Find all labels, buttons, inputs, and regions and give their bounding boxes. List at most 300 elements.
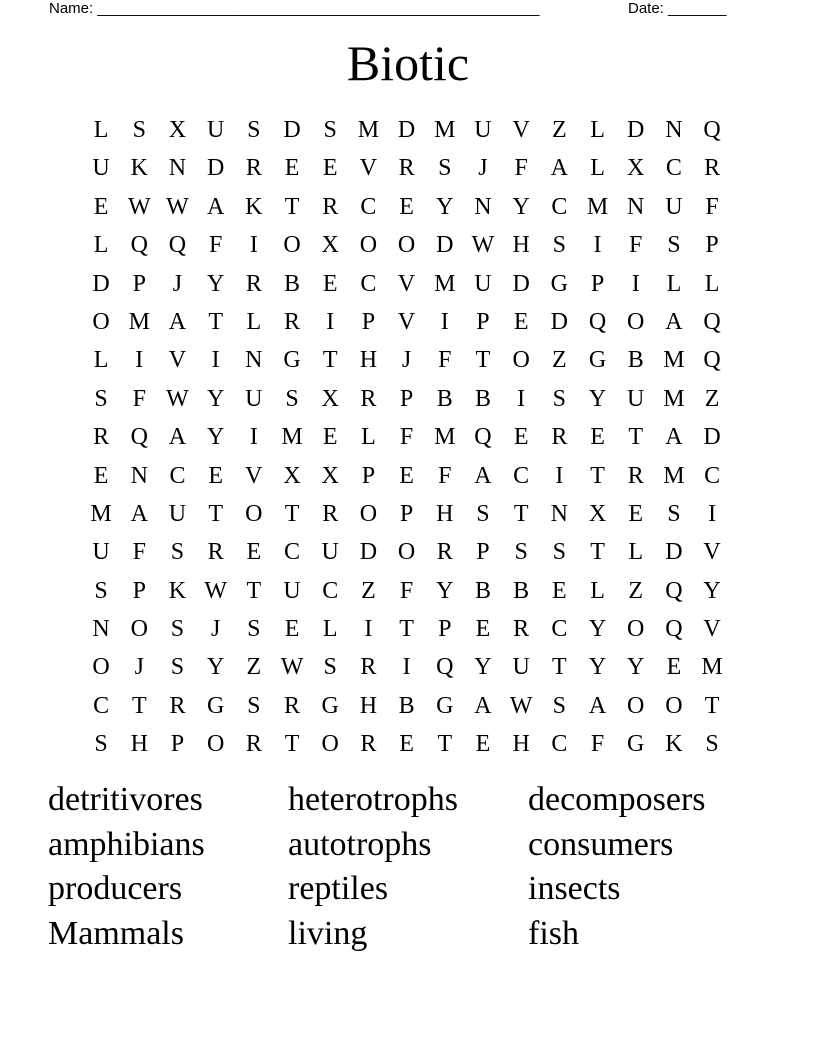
grid-letter: Y (206, 424, 225, 451)
grid-letter: W (166, 193, 189, 220)
grid-letter: I (364, 616, 373, 643)
grid-letter: G (550, 270, 569, 297)
grid-letter: L (322, 616, 338, 643)
grid-letter: O (627, 616, 645, 643)
grid-letter: S (285, 385, 299, 412)
grid-letter: T (704, 692, 720, 719)
grid-letter: M (434, 270, 456, 297)
grid-letter: C (551, 616, 568, 643)
grid-letter: I (440, 308, 449, 335)
grid-letter: Q (168, 232, 187, 259)
grid-letter: E (666, 654, 682, 681)
grid-letter: E (284, 155, 300, 182)
grid-letter: N (130, 462, 148, 489)
grid-letter: O (130, 616, 148, 643)
grid-letter: W (127, 193, 151, 220)
grid-letter: G (588, 347, 607, 374)
grid-letter: N (245, 347, 263, 374)
word-list-item: reptiles (288, 870, 389, 908)
grid-letter: C (513, 462, 530, 489)
grid-letter: W (204, 577, 227, 604)
grid-letter: O (283, 232, 301, 259)
grid-letter: J (210, 616, 221, 643)
grid-letter: Y (588, 385, 607, 412)
grid-letter: Z (552, 117, 567, 143)
word-list-item: fish (528, 915, 579, 953)
grid-letter: S (438, 155, 452, 182)
grid-row (82, 303, 731, 341)
grid-letter: M (663, 347, 685, 374)
grid-row (82, 648, 731, 686)
grid-letter: M (701, 654, 723, 681)
grid-letter: T (628, 424, 644, 451)
grid-letter: D (550, 308, 569, 335)
grid-letter: N (627, 193, 645, 220)
word-list-item: decomposers (528, 781, 706, 818)
grid-letter: C (93, 692, 110, 719)
grid-letter: I (326, 308, 335, 335)
grid-letter: E (513, 424, 529, 451)
grid-letter: N (665, 117, 683, 143)
grid-letter: P (476, 539, 490, 566)
grid-letter: S (132, 117, 146, 143)
grid-letter: S (552, 539, 567, 566)
grid-letter: S (94, 731, 108, 758)
grid-letter: F (514, 155, 528, 182)
grid-letter: S (476, 500, 490, 527)
grid-letter: R (704, 155, 721, 182)
grid-letter: W (471, 232, 495, 259)
grid-letter: R (398, 155, 415, 182)
grid-letter: O (397, 232, 416, 259)
grid-row (82, 457, 731, 495)
grid-letter: G (436, 692, 454, 719)
grid-letter: C (551, 731, 568, 758)
grid-letter: I (631, 270, 640, 297)
grid-letter: V (359, 155, 378, 182)
grid-letter: Q (665, 616, 683, 643)
grid-letter: G (627, 731, 645, 758)
grid-letter: E (399, 462, 414, 489)
grid-letter: P (361, 462, 376, 489)
grid-letter: T (208, 308, 223, 335)
grid-letter: T (284, 731, 300, 758)
grid-letter: R (169, 692, 186, 719)
word-list-item: amphibians (48, 825, 205, 863)
grid-letter: W (166, 385, 189, 412)
grid-letter: S (170, 539, 185, 566)
grid-letter: F (438, 462, 452, 489)
grid-letter: E (590, 424, 605, 451)
grid-letter: F (438, 347, 452, 374)
grid-letter: G (283, 347, 301, 374)
grid-letter: S (170, 616, 185, 643)
grid-letter: O (512, 347, 530, 374)
grid-letter: V (703, 539, 721, 566)
grid-letter: O (206, 731, 225, 758)
grid-letter: U (627, 385, 645, 412)
grid-row (82, 687, 731, 725)
grid-letter: C (551, 193, 568, 220)
grid-letter: I (402, 654, 411, 681)
grid-letter: S (667, 232, 681, 259)
grid-letter: U (206, 117, 225, 143)
grid-letter: E (93, 462, 109, 489)
grid-letter: D (665, 539, 683, 566)
grid-letter: Z (704, 385, 720, 412)
name-field-label: Name: _____________________________________________________ (49, 0, 540, 17)
grid-letter: U (92, 155, 110, 182)
grid-letter: U (474, 270, 492, 297)
grid-letter: L (590, 117, 605, 143)
grid-letter: U (168, 500, 187, 527)
grid-row (82, 572, 731, 610)
grid-letter: L (93, 117, 109, 143)
grid-letter: Y (703, 577, 721, 604)
grid-letter: F (399, 424, 414, 451)
grid-row (82, 341, 731, 379)
word-list (48, 778, 788, 957)
grid-letter: R (245, 155, 262, 182)
grid-letter: T (513, 500, 529, 527)
grid-row (82, 725, 731, 763)
grid-letter: M (281, 424, 303, 451)
grid-letter: H (436, 500, 454, 527)
grid-letter: Q (703, 117, 721, 143)
grid-letter: V (703, 616, 721, 643)
grid-letter: U (321, 539, 339, 566)
grid-letter: A (168, 308, 187, 335)
grid-letter: V (245, 462, 263, 489)
grid-letter: A (474, 462, 492, 489)
grid-letter: S (247, 616, 261, 643)
grid-letter: L (590, 155, 605, 182)
word-list-item: detritivores (48, 781, 203, 818)
grid-row (82, 188, 731, 226)
grid-letter: A (665, 424, 683, 451)
grid-letter: A (168, 424, 187, 451)
worksheet-header (0, 0, 816, 20)
grid-letter: M (663, 385, 685, 412)
grid-letter: E (93, 193, 109, 220)
grid-letter: M (90, 500, 112, 527)
grid-letter: T (208, 500, 223, 527)
grid-letter: G (206, 692, 225, 719)
grid-letter: I (593, 232, 602, 259)
grid-letter: Y (588, 616, 607, 643)
grid-letter: R (513, 616, 530, 643)
grid-letter: Z (628, 577, 644, 604)
grid-letter: C (360, 270, 377, 297)
grid-letter: P (438, 616, 452, 643)
grid-letter: R (322, 193, 339, 220)
grid-letter: L (590, 577, 605, 604)
grid-letter: T (552, 654, 567, 681)
grid-letter: J (172, 270, 183, 297)
grid-letter: T (590, 539, 605, 566)
grid-letter: J (478, 155, 488, 182)
grid-letter: J (401, 347, 412, 374)
grid-letter: Q (474, 424, 492, 451)
grid-letter: Q (588, 308, 607, 335)
grid-letter: R (207, 539, 224, 566)
grid-letter: T (246, 577, 262, 604)
grid-letter: R (284, 692, 301, 719)
grid-letter: P (132, 270, 146, 297)
grid-letter: A (206, 193, 225, 220)
grid-letter: O (397, 539, 416, 566)
grid-letter: E (475, 731, 491, 758)
grid-letter: E (322, 424, 338, 451)
grid-letter: D (92, 270, 110, 297)
grid-letter: F (705, 193, 719, 220)
grid-letter: M (663, 462, 685, 489)
grid-letter: Y (206, 385, 225, 412)
grid-letter: M (586, 193, 609, 220)
grid-letter: S (323, 654, 337, 681)
grid-letter: O (665, 692, 683, 719)
grid-letter: Y (206, 654, 225, 681)
grid-letter: O (92, 654, 110, 681)
grid-letter: K (665, 731, 683, 758)
grid-letter: O (92, 308, 110, 335)
grid-letter: L (361, 424, 376, 451)
grid-letter: X (588, 500, 607, 527)
grid-letter: F (132, 539, 146, 566)
grid-letter: I (249, 232, 258, 259)
grid-letter: F (629, 232, 643, 259)
grid-letter: C (322, 577, 339, 604)
grid-letter: V (168, 347, 187, 374)
grid-letter: E (208, 462, 223, 489)
grid-letter: M (434, 117, 456, 143)
grid-letter: R (551, 424, 568, 451)
grid-letter: P (170, 731, 185, 758)
grid-letter: B (436, 385, 453, 412)
grid-letter: Q (436, 654, 454, 681)
grid-letter: S (667, 500, 681, 527)
grid-letter: A (130, 500, 148, 527)
grid-letter: D (512, 270, 530, 297)
grid-letter: Q (665, 577, 683, 604)
grid-letter: S (552, 232, 567, 259)
grid-letter: T (284, 193, 300, 220)
grid-letter: D (206, 155, 225, 182)
grid-letter: E (246, 539, 262, 566)
grid-letter: V (397, 308, 416, 335)
grid-letter: U (283, 577, 301, 604)
grid-letter: R (322, 500, 339, 527)
grid-letter: N (550, 500, 569, 527)
grid-row (82, 380, 731, 418)
grid-letter: I (517, 385, 526, 412)
grid-letter: E (513, 308, 529, 335)
grid-row (82, 418, 731, 456)
grid-letter: O (359, 232, 378, 259)
word-list-item: insects (528, 870, 621, 908)
grid-letter: P (590, 270, 605, 297)
grid-letter: C (665, 155, 682, 182)
grid-letter: P (399, 500, 414, 527)
grid-letter: X (321, 462, 339, 489)
grid-letter: I (249, 424, 258, 451)
grid-letter: E (475, 616, 491, 643)
word-list-item: heterotrophs (288, 781, 458, 818)
grid-letter: T (131, 692, 147, 719)
grid-letter: X (321, 232, 339, 259)
grid-letter: Z (246, 654, 262, 681)
word-list-item: Mammals (48, 915, 184, 953)
page-title: Biotic (346, 35, 470, 91)
grid-letter: A (665, 308, 683, 335)
grid-letter: U (512, 654, 530, 681)
grid-letter: M (128, 308, 150, 335)
grid-letter: E (552, 577, 567, 604)
grid-letter: S (94, 385, 108, 412)
grid-letter: G (321, 692, 339, 719)
word-list-item: living (288, 915, 368, 953)
grid-letter: B (627, 347, 644, 374)
grid-letter: C (360, 193, 377, 220)
grid-row (82, 265, 731, 303)
grid-letter: F (208, 232, 223, 259)
grid-letter: N (92, 616, 110, 643)
grid-letter: R (284, 308, 301, 335)
grid-row (82, 610, 731, 648)
grid-letter: W (280, 654, 304, 681)
grid-letter: Y (627, 654, 645, 681)
grid-letter: C (284, 539, 301, 566)
grid-letter: O (627, 692, 645, 719)
grid-letter: E (322, 270, 338, 297)
grid-letter: F (132, 385, 146, 412)
grid-letter: Y (206, 270, 225, 297)
grid-letter: A (588, 692, 607, 719)
word-list-item: autotrophs (288, 825, 432, 863)
grid-letter: K (130, 155, 148, 182)
grid-letter: S (170, 654, 185, 681)
grid-letter: Y (436, 577, 454, 604)
grid-letter: T (284, 500, 300, 527)
grid-letter: S (247, 117, 261, 143)
grid-letter: P (705, 232, 719, 259)
grid-letter: Y (588, 654, 607, 681)
grid-letter: U (92, 539, 110, 566)
grid-letter: S (552, 385, 567, 412)
grid-letter: V (397, 270, 416, 297)
grid-letter: Q (130, 232, 148, 259)
grid-letter: P (361, 308, 376, 335)
grid-letter: I (211, 347, 220, 374)
grid-letter: Q (703, 347, 721, 374)
grid-letter: H (130, 731, 148, 758)
grid-letter: C (704, 462, 721, 489)
word-list-item: consumers (528, 825, 674, 863)
date-field-label: Date: _______ (628, 0, 727, 17)
grid-letter: S (247, 692, 261, 719)
grid-letter: X (321, 385, 339, 412)
grid-letter: D (283, 117, 301, 143)
grid-letter: F (590, 731, 605, 758)
grid-letter: S (323, 117, 337, 143)
grid-letter: O (359, 500, 378, 527)
grid-letter: B (284, 270, 301, 297)
grid-letter: H (359, 692, 378, 719)
grid-letter: Y (436, 193, 454, 220)
word-list-item: producers (48, 870, 183, 908)
grid-letter: T (437, 731, 453, 758)
grid-letter: P (476, 308, 490, 335)
grid-letter: R (360, 385, 377, 412)
grid-letter: I (135, 347, 144, 374)
grid-letter: D (359, 539, 378, 566)
grid-letter: S (705, 731, 719, 758)
grid-letter: J (134, 654, 144, 681)
grid-letter: B (398, 692, 415, 719)
grid-letter: N (168, 155, 187, 182)
grid-letter: Z (361, 577, 376, 604)
grid-letter: R (436, 539, 453, 566)
grid-letter: R (245, 731, 262, 758)
grid-letter: I (708, 500, 717, 527)
grid-letter: D (397, 117, 416, 143)
grid-letter: X (283, 462, 301, 489)
grid-letter: B (474, 577, 491, 604)
grid-letter: Y (474, 654, 492, 681)
grid-letter: H (359, 347, 378, 374)
grid-letter: T (399, 616, 414, 643)
grid-letter: U (474, 117, 492, 143)
grid-letter: R (360, 654, 377, 681)
grid-letter: S (552, 692, 567, 719)
grid-letter: Q (703, 308, 721, 335)
grid-letter: V (512, 117, 530, 143)
grid-letter: K (245, 193, 263, 220)
grid-letter: P (399, 385, 414, 412)
grid-letter: M (357, 117, 380, 143)
grid-letter: S (514, 539, 528, 566)
grid-letter: R (360, 731, 377, 758)
grid-letter: X (168, 117, 187, 143)
grid-letter: O (627, 308, 645, 335)
grid-letter: L (93, 347, 109, 374)
grid-letter: L (666, 270, 682, 297)
grid-letter: F (399, 577, 414, 604)
grid-letter: E (284, 616, 300, 643)
grid-letter: R (627, 462, 644, 489)
grid-letter: O (321, 731, 339, 758)
grid-letter: Y (512, 193, 530, 220)
grid-row (82, 495, 731, 533)
grid-letter: Z (552, 347, 567, 374)
grid-letter: O (245, 500, 263, 527)
grid-letter: A (550, 155, 569, 182)
grid-letter: M (434, 424, 456, 451)
grid-letter: T (475, 347, 491, 374)
grid-letter: I (555, 462, 564, 489)
grid-letter: R (245, 270, 262, 297)
grid-letter: H (512, 232, 530, 259)
grid-letter: E (399, 193, 414, 220)
grid-letter: E (399, 731, 414, 758)
grid-letter: D (627, 117, 645, 143)
letter-grid (82, 111, 731, 764)
grid-letter: U (245, 385, 263, 412)
grid-letter: E (322, 155, 338, 182)
grid-letter: E (628, 500, 644, 527)
grid-letter: W (509, 692, 533, 719)
grid-row (82, 111, 731, 149)
